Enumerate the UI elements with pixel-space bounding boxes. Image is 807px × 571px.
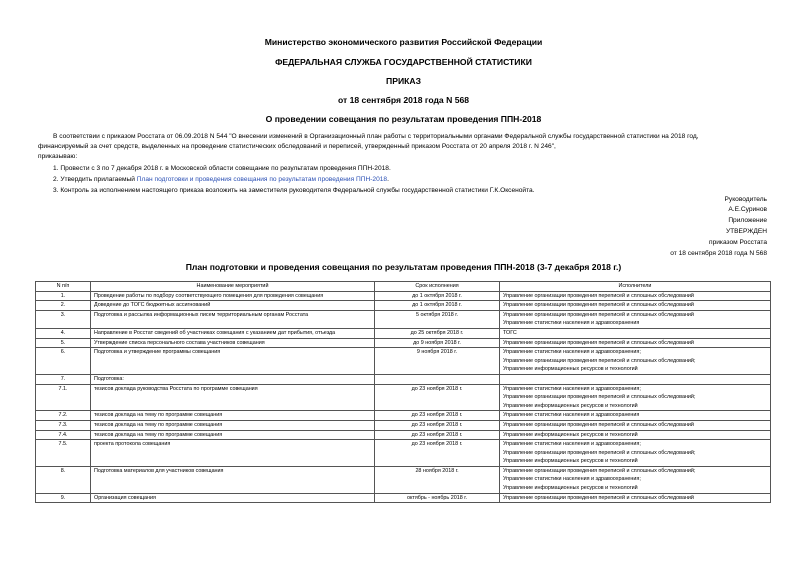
table-row xyxy=(36,291,771,301)
row-name: Утверждение списка персонального состава участников совещания xyxy=(91,338,375,348)
order-item-3: 3. Контроль за исполнением настоящего приказа возложить на заместителя руководителя Федеральной службы государственной статистики Г.К.Оксенойта. xyxy=(53,187,535,194)
row-deadline: до 23 ноября 2018 г. xyxy=(375,384,500,411)
table-row xyxy=(36,440,771,467)
executor-line: Управление организации проведения переписей и сплошных обследований xyxy=(503,311,694,318)
row-name: Проведение работы по подбору соответствующего помещения для проведения совещания xyxy=(91,291,375,301)
table-row xyxy=(36,493,771,503)
row-number: 4. xyxy=(36,328,91,338)
row-executors xyxy=(500,328,771,338)
executor-line: Управление статистики населения и здравоохранения xyxy=(503,412,640,419)
doc-type: ПРИКАЗ xyxy=(386,76,421,86)
executor-line: Управление информационных ресурсов и технологий xyxy=(503,366,638,373)
row-name: Подготовка и рассылка информационных писем территориальным органам Росстата xyxy=(91,310,375,328)
row-executors xyxy=(500,310,771,328)
table-row xyxy=(36,420,771,430)
executor-line: Управление статистики населения и здравоохранения xyxy=(503,320,640,327)
signature-role: Руководитель xyxy=(724,196,767,203)
row-deadline: до 23 ноября 2018 г. xyxy=(375,420,500,430)
row-executors xyxy=(500,466,771,493)
row-executors xyxy=(500,411,771,421)
approved-label: УТВЕРЖДЕН xyxy=(725,228,767,235)
row-deadline xyxy=(375,374,500,384)
table-row xyxy=(36,466,771,493)
executor-line: ТОГС xyxy=(503,329,517,336)
plan-table-header-row xyxy=(36,282,771,292)
row-name: Организация совещания xyxy=(91,493,375,503)
row-name: тезисов доклада руководства Росстата по программе совещания xyxy=(91,384,375,411)
executor-line: Управление организации проведения переписей и сплошных обследований; xyxy=(503,449,696,456)
executor-line: Управление информационных ресурсов и технологий xyxy=(503,402,638,409)
row-number: 7.1. xyxy=(36,384,91,411)
row-executors xyxy=(500,493,771,503)
table-row xyxy=(36,348,771,375)
executor-line: Управление организации проведения переписей и сплошных обследований; xyxy=(503,394,696,401)
row-name: тезисов доклада на тему по программе совещания xyxy=(91,430,375,440)
row-deadline: октябрь - ноябрь 2018 г. xyxy=(375,493,500,503)
executor-line: Управление статистики населения и здравоохранения; xyxy=(503,349,641,356)
executor-line: Управление информационных ресурсов и технологий xyxy=(503,431,638,438)
row-name: Подготовка и утверждение программы совещания xyxy=(91,348,375,375)
row-number: 8. xyxy=(36,466,91,493)
row-number: 7. xyxy=(36,374,91,384)
executor-line: Управление информационных ресурсов и технологий xyxy=(503,485,638,492)
row-deadline: до 9 ноября 2018 г. xyxy=(375,338,500,348)
intro-line-1: В соответствии с приказом Росстата от 06.09.2018 N 544 "О внесении изменений в Организационный план работы с территориальными органами Федеральной службы государственной статистики на 2018 год, xyxy=(53,133,699,140)
approved-order-date: от 18 сентября 2018 года N 568 xyxy=(670,250,767,257)
row-number: 7.3. xyxy=(36,420,91,430)
table-row xyxy=(36,374,771,384)
row-executors xyxy=(500,291,771,301)
row-number: 7.4. xyxy=(36,430,91,440)
executor-line: Управление организации проведения переписей и сплошных обследований xyxy=(503,292,694,299)
row-name: тезисов доклада на тему по программе совещания xyxy=(91,420,375,430)
row-executors xyxy=(500,301,771,311)
table-row xyxy=(36,301,771,311)
executor-line: Управление организации проведения переписей и сплошных обследований xyxy=(503,339,694,346)
order-item-2-prefix: 2. Утвердить прилагаемый xyxy=(53,176,137,183)
row-deadline: до 23 ноября 2018 г. xyxy=(375,411,500,421)
appendix-label: Приложение xyxy=(728,217,767,224)
row-number: 7.5. xyxy=(36,440,91,467)
row-executors xyxy=(500,440,771,467)
executor-line: Управление статистики населения и здравоохранения; xyxy=(503,476,641,483)
row-name: Доведение до ТОГС бюджетных ассигнований xyxy=(91,301,375,311)
executor-line: Управление организации проведения переписей и сплошных обследований; xyxy=(503,467,696,474)
table-row xyxy=(36,384,771,411)
col-header-name: Наименование мероприятий xyxy=(91,282,375,292)
table-row xyxy=(36,430,771,440)
order-item-2-suffix: . xyxy=(387,176,389,183)
table-row xyxy=(36,328,771,338)
plan-link[interactable]: План подготовки и проведения совещания по результатам проведения ППН-2018 xyxy=(136,176,388,183)
col-header-executors: Исполнители xyxy=(500,282,771,292)
ministry-title: Министерство экономического развития Российской Федерации xyxy=(264,37,543,47)
row-name: Подготовка: xyxy=(91,374,375,384)
row-number: 7.2. xyxy=(36,411,91,421)
order-item-1: 1. Провести с 3 по 7 декабря 2018 г. в Московской области совещание по результатам проведения ППН-2018. xyxy=(53,165,391,172)
row-number: 3. xyxy=(36,310,91,328)
intro-line-3: приказываю: xyxy=(38,153,78,160)
row-number: 1. xyxy=(36,291,91,301)
approved-by-order: приказом Росстата xyxy=(709,239,767,246)
executor-line: Управление организации проведения переписей и сплошных обследований xyxy=(503,494,694,501)
executor-line: Управление статистики населения и здравоохранения; xyxy=(503,385,641,392)
row-name: проекта протокола совещания xyxy=(91,440,375,467)
row-deadline: 5 октября 2018 г. xyxy=(375,310,500,328)
row-deadline: до 1 октября 2018 г. xyxy=(375,301,500,311)
row-deadline: до 23 ноября 2018 г. xyxy=(375,430,500,440)
row-deadline: 28 ноября 2018 г. xyxy=(375,466,500,493)
table-row xyxy=(36,338,771,348)
executor-line: Управление статистики населения и здравоохранения; xyxy=(503,441,641,448)
table-row xyxy=(36,411,771,421)
signature-name: А.Е.Суринов xyxy=(728,206,767,213)
row-executors xyxy=(500,384,771,411)
row-number: 2. xyxy=(36,301,91,311)
col-header-deadline: Срок исполнения xyxy=(375,282,500,292)
row-executors xyxy=(500,338,771,348)
row-executors xyxy=(500,348,771,375)
row-number: 9. xyxy=(36,493,91,503)
doc-date-number: от 18 сентября 2018 года N 568 xyxy=(337,95,470,105)
executor-line: Управление информационных ресурсов и технологий xyxy=(503,458,638,465)
plan-title: План подготовки и проведения совещания по результатам проведения ППН-2018 (3-7 декабря 2018 г.) xyxy=(185,262,622,272)
row-number: 5. xyxy=(36,338,91,348)
row-deadline: до 23 ноября 2018 г. xyxy=(375,440,500,467)
executor-line: Управление организации проведения переписей и сплошных обследований xyxy=(503,302,694,309)
row-name: Направление в Росстат сведений об участниках совещания с указанием дат прибытия, отъезда xyxy=(91,328,375,338)
intro-line-2: финансируемый за счет средств, выделенных на проведение статистических обследований и переписей, утвержденный приказом Росстата от 20 апреля 2018 г. N 246", xyxy=(38,143,556,150)
doc-subject: О проведении совещания по результатам проведения ППН-2018 xyxy=(265,114,542,124)
row-deadline: до 25 октября 2018 г. xyxy=(375,328,500,338)
row-executors xyxy=(500,430,771,440)
executor-line: Управление организации проведения переписей и сплошных обследований; xyxy=(503,357,696,364)
plan-table xyxy=(35,281,771,503)
row-name: Подготовка материалов для участников совещания xyxy=(91,466,375,493)
order-item-2 xyxy=(53,176,389,183)
col-header-number: N п/п xyxy=(36,282,91,292)
row-number: 6. xyxy=(36,348,91,375)
row-executors xyxy=(500,374,771,384)
row-deadline: 9 ноября 2018 г. xyxy=(375,348,500,375)
row-deadline: до 1 октября 2018 г. xyxy=(375,291,500,301)
plan-table-body xyxy=(36,291,771,503)
executor-line: Управление организации проведения переписей и сплошных обследований xyxy=(503,421,694,428)
row-executors xyxy=(500,420,771,430)
row-name: тезисов доклада на тему по программе совещания xyxy=(91,411,375,421)
table-row xyxy=(36,310,771,328)
service-title: ФЕДЕРАЛЬНАЯ СЛУЖБА ГОСУДАРСТВЕННОЙ СТАТИСТИКИ xyxy=(275,57,532,67)
